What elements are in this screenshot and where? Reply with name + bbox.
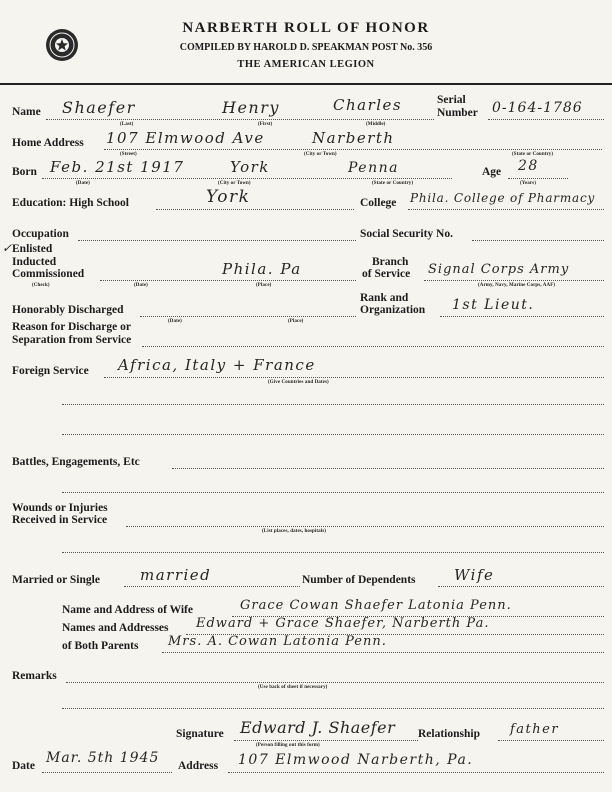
label-wounds-line1: Wounds or Injuries bbox=[12, 502, 108, 514]
label-serial-number: Number bbox=[437, 107, 478, 119]
caption-birth-state: (State or Country) bbox=[372, 181, 414, 186]
top-divider bbox=[0, 83, 612, 85]
line-remarks-2 bbox=[62, 708, 604, 709]
label-wounds-line2: Received in Service bbox=[12, 514, 108, 526]
label-reason-line1: Reason for Discharge or bbox=[12, 321, 131, 333]
compiled-by: COMPILED BY HAROLD D. SPEAKMAN POST No. 356 bbox=[179, 42, 433, 53]
caption-years: (Years) bbox=[520, 181, 536, 186]
line-high-school bbox=[156, 209, 354, 210]
entry-signature: Edward J. Shaefer bbox=[240, 718, 396, 737]
line-dependents bbox=[438, 586, 604, 587]
entry-parents-line1: Edward + Grace Shaefer, Narberth Pa. bbox=[196, 616, 490, 631]
label-home-address: Home Address bbox=[12, 137, 84, 149]
label-branch: Branch bbox=[372, 256, 409, 268]
line-battles-1 bbox=[172, 468, 604, 469]
line-signature bbox=[234, 740, 418, 741]
label-parents-line1: Names and Addresses bbox=[62, 622, 169, 634]
label-occupation: Occupation bbox=[12, 228, 69, 240]
label-relationship: Relationship bbox=[418, 728, 480, 740]
form-title: NARBERTH ROLL OF HONOR bbox=[182, 20, 430, 36]
label-age: Age bbox=[482, 166, 502, 178]
label-rank-and: Rank and bbox=[360, 292, 409, 304]
entry-middle-name: Charles bbox=[333, 96, 403, 114]
entry-rank: 1st Lieut. bbox=[452, 297, 535, 313]
entry-high-school: York bbox=[206, 187, 251, 207]
caption-city-town: (City or Town) bbox=[304, 152, 337, 157]
entry-foreign-service: Africa, Italy + France bbox=[118, 356, 316, 374]
caption-commission-place: (Place) bbox=[256, 283, 272, 288]
caption-birth-city: (City or Town) bbox=[218, 181, 251, 186]
label-born: Born bbox=[12, 166, 37, 178]
label-organization: Organization bbox=[360, 304, 426, 316]
caption-army-navy: (Army, Navy, Marine Corps, AAF) bbox=[478, 283, 556, 288]
line-born bbox=[42, 178, 452, 179]
line-remarks-1 bbox=[66, 682, 604, 683]
entry-branch: Signal Corps Army bbox=[428, 262, 570, 277]
line-battles-2 bbox=[62, 492, 604, 493]
line-foreign-service-3 bbox=[62, 434, 604, 435]
label-married: Married or Single bbox=[12, 574, 100, 586]
label-battles: Battles, Engagements, Etc bbox=[12, 456, 140, 468]
line-reason bbox=[142, 346, 604, 347]
entry-college: Phila. College of Pharmacy bbox=[410, 191, 596, 205]
label-commissioned: Commissioned bbox=[12, 268, 85, 280]
caption-birth-date: (Date) bbox=[76, 181, 90, 186]
entry-parents-line2: Mrs. A. Cowan Latonia Penn. bbox=[168, 634, 387, 649]
line-married bbox=[124, 586, 300, 587]
line-age bbox=[508, 178, 568, 179]
caption-use-back: (Use back of sheet if necessary) bbox=[258, 685, 328, 690]
label-name: Name bbox=[12, 106, 41, 118]
caption-countries-dates: (Give Countries and Dates) bbox=[268, 380, 329, 385]
entry-check-mark: ✓ bbox=[2, 241, 13, 255]
label-inducted: Inducted bbox=[12, 256, 57, 268]
entry-relationship: father bbox=[510, 722, 560, 737]
entry-street: 107 Elmwood Ave bbox=[106, 129, 265, 147]
caption-last: (Last) bbox=[120, 122, 134, 127]
label-wife: Name and Address of Wife bbox=[62, 604, 193, 616]
line-ssn bbox=[472, 240, 604, 241]
entry-birth-state: Penna bbox=[348, 160, 399, 176]
line-rank bbox=[440, 316, 604, 317]
label-foreign-service: Foreign Service bbox=[12, 365, 89, 377]
entry-age: 28 bbox=[518, 158, 539, 174]
entry-city: Narberth bbox=[312, 129, 395, 147]
caption-street: (Street) bbox=[120, 152, 137, 157]
line-date bbox=[42, 772, 172, 773]
caption-commission-date: (Date) bbox=[134, 283, 148, 288]
label-serial: Serial bbox=[437, 94, 466, 106]
entry-birth-city: York bbox=[230, 158, 270, 176]
line-wounds-1 bbox=[126, 526, 604, 527]
line-wounds-2 bbox=[62, 552, 604, 553]
caption-middle: (Middle) bbox=[366, 122, 386, 127]
label-education: Education: High School bbox=[12, 197, 129, 209]
entry-date: Mar. 5th 1945 bbox=[46, 750, 160, 766]
caption-discharge-place: (Place) bbox=[288, 319, 304, 324]
entry-serial-number: 0-164-1786 bbox=[492, 100, 583, 116]
label-parents-line2: of Both Parents bbox=[62, 640, 139, 652]
line-relationship bbox=[498, 740, 604, 741]
caption-check: (Check) bbox=[32, 283, 50, 288]
caption-first: (First) bbox=[258, 122, 273, 127]
line-parents-2 bbox=[162, 652, 604, 653]
legion-name: THE AMERICAN LEGION bbox=[237, 59, 375, 70]
entry-first-name: Henry bbox=[222, 98, 280, 117]
entry-last-name: Shaefer bbox=[62, 98, 136, 117]
label-ssn: Social Security No. bbox=[360, 228, 453, 240]
entry-address: 107 Elmwood Narberth, Pa. bbox=[238, 752, 474, 768]
line-address bbox=[228, 772, 604, 773]
line-foreign-service-1 bbox=[104, 377, 604, 378]
line-occupation bbox=[78, 240, 356, 241]
entry-commission-place: Phila. Pa bbox=[222, 260, 302, 278]
label-signature: Signature bbox=[176, 728, 224, 740]
line-commissioned bbox=[100, 280, 356, 281]
caption-state-country: (State or Country) bbox=[512, 152, 554, 157]
entry-birth-date: Feb. 21st 1917 bbox=[50, 158, 185, 176]
line-discharged bbox=[140, 316, 356, 317]
caption-list-places: (List places, dates, hospitals) bbox=[262, 529, 327, 534]
entry-dependents: Wife bbox=[454, 566, 495, 584]
line-college bbox=[408, 209, 604, 210]
label-date: Date bbox=[12, 760, 35, 772]
label-honorably-discharged: Honorably Discharged bbox=[12, 304, 124, 316]
label-dependents: Number of Dependents bbox=[302, 574, 416, 586]
label-reason-line2: Separation from Service bbox=[12, 334, 132, 346]
line-home-address bbox=[104, 149, 602, 150]
line-branch bbox=[424, 280, 604, 281]
caption-discharge-date: (Date) bbox=[168, 319, 182, 324]
label-address: Address bbox=[178, 760, 219, 772]
entry-marital-status: married bbox=[140, 566, 212, 584]
label-enlisted: Enlisted bbox=[12, 243, 53, 255]
line-foreign-service-2 bbox=[62, 404, 604, 405]
label-remarks: Remarks bbox=[12, 670, 57, 682]
caption-person-filling: (Person filling out this form) bbox=[256, 743, 320, 748]
line-name bbox=[46, 119, 434, 120]
label-college: College bbox=[360, 197, 397, 209]
line-serial-number bbox=[488, 119, 604, 120]
label-of-service: of Service bbox=[362, 268, 411, 280]
entry-wife: Grace Cowan Shaefer Latonia Penn. bbox=[240, 598, 512, 613]
